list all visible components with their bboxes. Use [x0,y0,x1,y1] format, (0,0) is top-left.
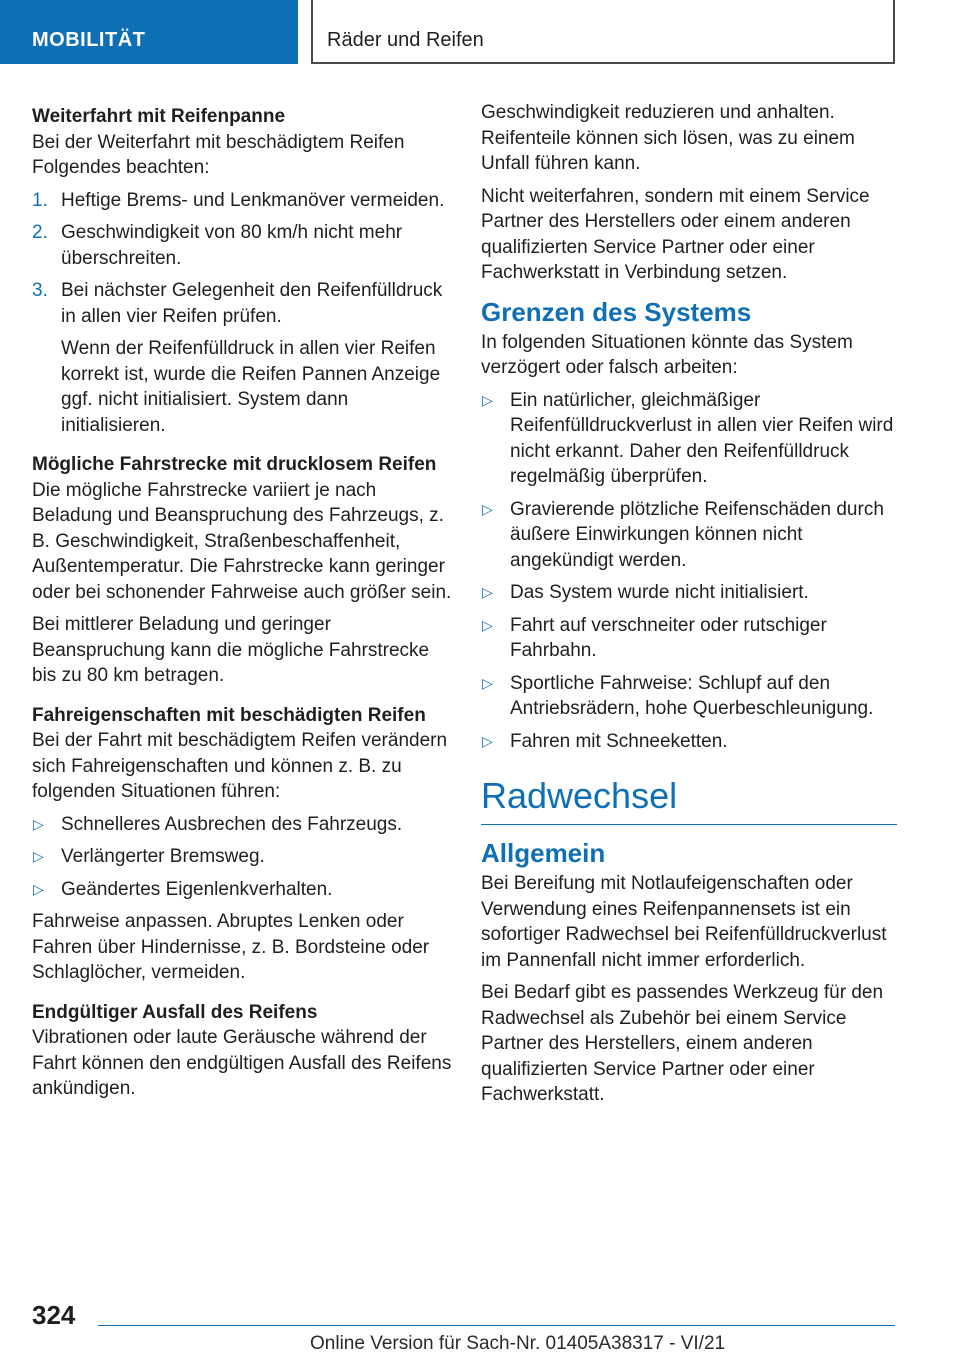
bullet-text: Geändertes Eigenlenkverhalten. [61,878,333,900]
list-item [481,671,897,722]
paragraph: Vibrationen oder laute Geräusche während der Fahrt können den endgültigen Ausfall des Reifens ankündigen. [32,1027,452,1099]
triangle-right-icon: ▷ [33,848,44,864]
step-text: Geschwindigkeit von 80 km/h nicht mehr überschreiten. [61,222,403,269]
paragraph: Bei der Weiterfahrt mit beschädigtem Reifen Folgendes beachten: [32,131,405,178]
list-item [32,812,452,838]
bullet-text: Ein natürlicher, gleichmäßiger Reifenfülldruckverlust in allen vier Reifen wird nicht erkannt. Daher den Reifenfülldruck regelmäßig überprüfen. [510,389,894,487]
header-section-label: MOBILITÄT [32,29,146,51]
heading-ausfall: Endgültiger Ausfall des Reifens [32,1001,318,1023]
list-item [481,580,897,606]
step-number: 3. [32,280,48,301]
paragraph: Bei Bereifung mit Notlaufeigenschaften oder Verwendung eines Reifenpannensets ist ein sofortiger Radwechsel bei Reifenfülldruckverlust im Pannenfall nicht immer erforderlich. [481,873,887,971]
step-text: Bei nächster Gelegenheit den Reifenfülldruck in allen vier Reifen prüfen. [61,280,443,327]
heading-fahrstrecke: Mögliche Fahrstrecke mit drucklosem Reifen [32,454,437,475]
paragraph: Die mögliche Fahrstrecke variiert je nach Beladung und Beanspruchung des Fahrzeugs, z. B. Geschwindigkeit, Straßenbeschaffenheit, Außentemperatur. Die Fahrstrecke kann geringer oder bei schonender Fahrweise auch größer sein. [32,479,452,603]
steps-list [32,188,452,439]
header-chapter-label: Räder und Reifen [327,29,484,51]
list-item [481,497,897,574]
triangle-right-icon: ▷ [482,500,493,517]
bullet-text: Gravierende plötzliche Reifenschäden durch äußere Einwirkungen können nicht angekündigt werden. [510,498,884,571]
footer-text: Online Version für Sach-Nr. 01405A38317 - VI/21 [310,1333,726,1354]
step-number: 1. [32,189,48,211]
header-chapter-tab [311,0,895,64]
heading-fahreigenschaften: Fahreigenschaften mit beschädigten Reifen [32,704,426,726]
heading-weiterfahrt: Weiterfahrt mit Reifenpanne [32,106,286,127]
bullet-text: Fahren mit Schneeketten. [510,730,728,752]
bullet-text: Fahrt auf verschneiter oder rutschiger Fahrbahn. [510,614,827,661]
list-item [481,729,897,755]
triangle-right-icon: ▷ [482,391,493,408]
list-item [32,188,452,214]
bullet-text: Verlängerter Bremsweg. [61,846,265,867]
triangle-right-icon: ▷ [482,584,493,600]
step-subtext: Wenn der Reifenfülldruck in allen vier Reifen korrekt ist, wurde die Reifen Pannen Anzeige ggf. nicht initialisiert. System dann initialisieren. [61,338,441,436]
heading-radwechsel: Radwechsel [481,774,897,825]
bullet-list [481,388,897,755]
paragraph: In folgenden Situationen könnte das System verzögert oder falsch arbeiten: [481,331,853,378]
page-number: 324 [32,1300,76,1330]
footer-divider [98,1325,895,1326]
list-item [32,220,452,271]
paragraph: Bei mittlerer Beladung und geringer Beanspruchung kann die mögliche Fahrstrecke bis zu 80 km betragen. [32,614,430,686]
step-number: 2. [32,222,48,243]
left-column [32,104,452,1109]
triangle-right-icon: ▷ [33,880,44,897]
bullet-text: Sportliche Fahrweise: Schlupf auf den Antriebsrädern, hohe Querbeschleunigung. [510,672,874,719]
list-item [481,613,897,664]
right-column [481,100,897,1115]
triangle-right-icon: ▷ [33,815,44,832]
step-text: Heftige Brems- und Lenkmanöver vermeiden. [61,189,445,211]
paragraph: Nicht weiterfahren, sondern mit einem Service Partner des Herstellers oder einem anderen qualifizierten Service Partner oder einer Fachwerkstatt in Verbindung setzen. [481,185,870,283]
list-item [32,844,452,870]
paragraph: Geschwindigkeit reduzieren und anhalten. Reifenteile können sich lösen, was zu einem Unfall führen kann. [481,102,855,174]
heading-allgemein: Allgemein [481,838,606,868]
triangle-right-icon: ▷ [482,674,493,691]
triangle-right-icon: ▷ [482,732,493,749]
bullet-text: Schnelleres Ausbrechen des Fahrzeugs. [61,813,403,835]
bullet-text: Das System wurde nicht initialisiert. [510,582,809,603]
list-item [32,877,452,903]
paragraph: Bei der Fahrt mit beschädigtem Reifen verändern sich Fahreigenschaften und können z. B. zu folgenden Situationen führen: [32,730,448,802]
list-item [32,278,452,438]
heading-grenzen: Grenzen des Systems [481,296,752,327]
list-item [481,388,897,490]
paragraph: Fahrweise anpassen. Abruptes Lenken oder Fahren über Hindernisse, z. B. Bordsteine oder Schlaglöcher, vermeiden. [32,911,430,983]
triangle-right-icon: ▷ [482,616,493,633]
header-section-tab [0,0,298,64]
bullet-list [32,812,452,903]
paragraph: Bei Bedarf gibt es passendes Werkzeug für den Radwechsel als Zubehör bei einem Service Partner des Herstellers, einem anderen qualifizierten Service Partner oder einer Fachwerkstatt. [481,982,884,1105]
